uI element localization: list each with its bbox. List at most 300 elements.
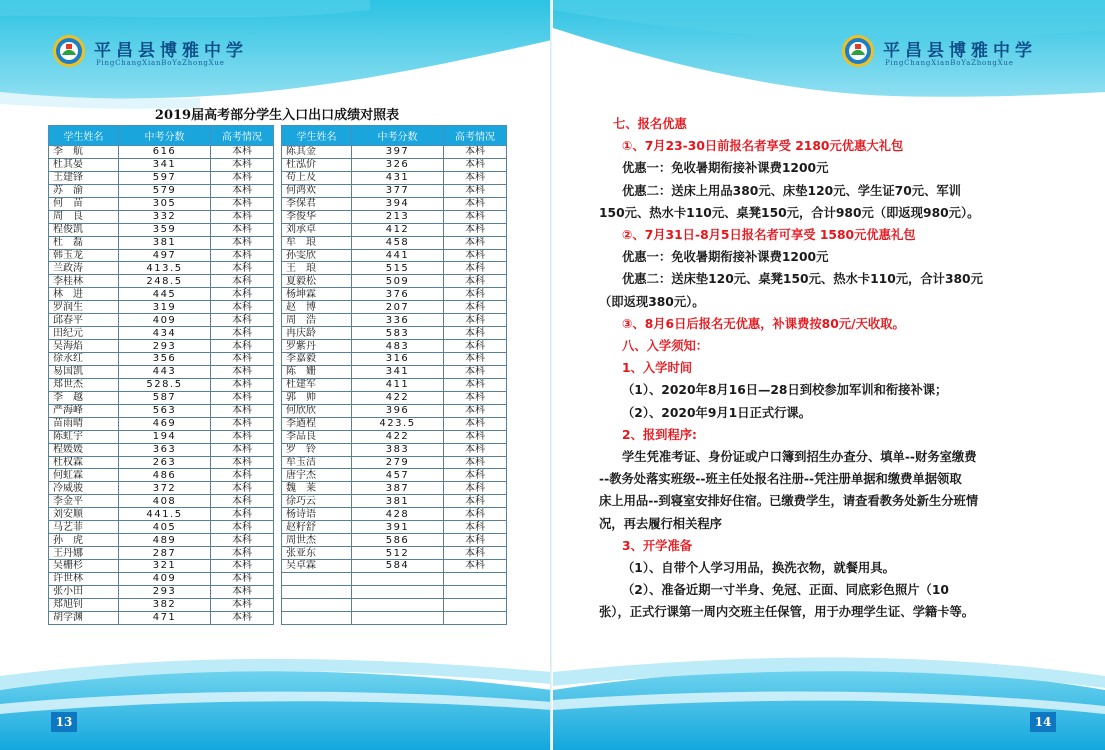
student-name-cell: 赵 博 — [282, 301, 352, 314]
table-row — [282, 340, 507, 353]
notice-text: 优惠二：送床垫120元、桌凳150元、热水卡110元，合计380元 — [622, 272, 983, 287]
gaokao-result-cell: 本科 — [444, 469, 507, 482]
midterm-score-cell: 443 — [119, 365, 211, 378]
right-page — [553, 0, 1105, 750]
table-row — [49, 611, 274, 624]
student-name-cell: 王建锋 — [49, 171, 119, 184]
school-logo-icon — [52, 34, 86, 68]
midterm-score-cell: 409 — [119, 314, 211, 327]
table-row — [282, 197, 507, 210]
table-row — [49, 404, 274, 417]
school-logo-icon — [841, 34, 875, 68]
midterm-score-cell: 376 — [352, 288, 444, 301]
table-row — [282, 249, 507, 262]
notice-text: （2）、准备近期一寸半身、免冠、正面、同底彩色照片（10 — [622, 583, 949, 598]
midterm-score-cell: 321 — [119, 560, 211, 573]
table-row — [49, 456, 274, 469]
gaokao-result-cell: 本科 — [444, 365, 507, 378]
gaokao-result-cell: 本科 — [211, 301, 274, 314]
midterm-score-cell: 412 — [352, 223, 444, 236]
student-name-cell: 李金平 — [49, 495, 119, 508]
gaokao-result-cell: 本科 — [211, 146, 274, 159]
midterm-score-cell: 341 — [119, 158, 211, 171]
gaokao-result-cell: 本科 — [444, 547, 507, 560]
midterm-score-cell: 381 — [119, 236, 211, 249]
gaokao-result-cell: 本科 — [211, 560, 274, 573]
table-row — [282, 288, 507, 301]
student-name-cell: 孙雯欣 — [282, 249, 352, 262]
gaokao-result-cell: 本科 — [444, 197, 507, 210]
midterm-score-cell: 586 — [352, 534, 444, 547]
notice-heading: 八、入学须知： — [622, 339, 709, 353]
gaokao-result-cell: 本科 — [211, 534, 274, 547]
student-name-cell: 何欣欣 — [282, 404, 352, 417]
gaokao-result-cell: 本科 — [444, 146, 507, 159]
table-header-row — [49, 126, 274, 146]
table-row — [282, 430, 507, 443]
student-name-cell: 杜建军 — [282, 378, 352, 391]
table-row — [49, 275, 274, 288]
midterm-score-cell: 434 — [119, 327, 211, 340]
gaokao-result-cell: 本科 — [211, 184, 274, 197]
table-row — [49, 417, 274, 430]
table-row — [282, 495, 507, 508]
table-row — [49, 249, 274, 262]
student-name-cell: 马艺菲 — [49, 521, 119, 534]
midterm-score-cell: 383 — [352, 443, 444, 456]
table-row — [49, 391, 274, 404]
notice-text: 优惠二：送床上用品380元、床垫120元、学生证70元、军训 — [622, 183, 961, 198]
table-row — [282, 404, 507, 417]
table-row — [282, 560, 507, 573]
student-name-cell: 邱春平 — [49, 314, 119, 327]
student-name-cell: 王 琅 — [282, 262, 352, 275]
midterm-score-cell: 431 — [352, 171, 444, 184]
gaokao-result-cell: 本科 — [444, 391, 507, 404]
table-row — [282, 469, 507, 482]
midterm-score-cell: 397 — [352, 146, 444, 159]
midterm-score-cell: 319 — [119, 301, 211, 314]
table-row — [282, 521, 507, 534]
gaokao-result-cell: 本科 — [444, 340, 507, 353]
table-row — [282, 146, 507, 159]
midterm-score-cell: 441 — [352, 249, 444, 262]
student-name-cell: 何 苗 — [49, 197, 119, 210]
student-name-cell: 何鸿欢 — [282, 184, 352, 197]
student-name-cell: 杨诗语 — [282, 508, 352, 521]
midterm-score-cell: 483 — [352, 340, 444, 353]
student-name-cell: 杜 磊 — [49, 236, 119, 249]
table-row — [49, 560, 274, 573]
midterm-score-cell: 363 — [119, 443, 211, 456]
table-row — [49, 210, 274, 223]
table-row — [282, 378, 507, 391]
table-row — [282, 456, 507, 469]
midterm-score-cell: 356 — [119, 353, 211, 366]
midterm-score-cell: 381 — [352, 495, 444, 508]
midterm-score-cell: 409 — [119, 572, 211, 585]
table-row — [49, 572, 274, 585]
table-row — [282, 547, 507, 560]
student-name-cell: 李 航 — [49, 146, 119, 159]
midterm-score-cell: 207 — [352, 301, 444, 314]
student-name-cell: 杜泓价 — [282, 158, 352, 171]
score-table-right — [281, 125, 507, 625]
gaokao-result-cell: 本科 — [211, 404, 274, 417]
student-name-cell: 刘安顺 — [49, 508, 119, 521]
notice-text: （即返现380元）。 — [599, 294, 705, 309]
midterm-score-cell: 528.5 — [119, 378, 211, 391]
student-name-cell: 杜其晏 — [49, 158, 119, 171]
notice-text: 优惠一：免收暑期衔接补课费1200元 — [622, 250, 829, 265]
midterm-score-cell: 326 — [352, 158, 444, 171]
gaokao-result-cell: 本科 — [444, 223, 507, 236]
table-row — [49, 585, 274, 598]
student-name-cell: 陈 姗 — [282, 365, 352, 378]
gaokao-result-cell: 本科 — [444, 417, 507, 430]
midterm-score-cell: 597 — [119, 171, 211, 184]
table-row — [282, 327, 507, 340]
gaokao-result-cell: 本科 — [211, 456, 274, 469]
table-row — [49, 288, 274, 301]
student-name-cell: 胡学渊 — [49, 611, 119, 624]
notice-heading: ③、8月6日后报名无优惠，补课费按80元/天收取。 — [622, 316, 905, 331]
table-row — [282, 236, 507, 249]
student-name-cell: 李品良 — [282, 430, 352, 443]
table-row — [49, 327, 274, 340]
gaokao-result-cell: 本科 — [444, 262, 507, 275]
gaokao-result-cell: 本科 — [444, 158, 507, 171]
table-row — [282, 572, 507, 585]
school-pinyin: PingChangXianBoYaZhongXue — [96, 59, 225, 67]
gaokao-result-cell: 本科 — [211, 443, 274, 456]
midterm-score-cell: 497 — [119, 249, 211, 262]
student-name-cell: 苏 渝 — [49, 184, 119, 197]
table-row — [282, 598, 507, 611]
student-name-cell: 罗润生 — [49, 301, 119, 314]
student-name-cell: 李遒程 — [282, 417, 352, 430]
gaokao-result-cell: 本科 — [444, 301, 507, 314]
table-row — [49, 598, 274, 611]
table-title: 2019届高考部分学生入口出口成绩对照表 — [154, 108, 400, 123]
column-header-name: 学生姓名 — [282, 126, 352, 146]
student-name-cell: 陈其金 — [282, 146, 352, 159]
student-name-cell — [282, 611, 352, 624]
notice-text: 学生凭准考证、身份证或户口簿到招生办查分、填单--财务室缴费 — [622, 450, 977, 464]
gaokao-result-cell: 本科 — [211, 158, 274, 171]
gaokao-result-cell: 本科 — [211, 547, 274, 560]
school-name: 平昌县博雅中学 — [94, 41, 248, 61]
student-name-cell — [282, 585, 352, 598]
student-name-cell: 杨坤霖 — [282, 288, 352, 301]
gaokao-result-cell — [444, 611, 507, 624]
midterm-score-cell — [352, 611, 444, 624]
table-row — [282, 611, 507, 624]
table-body — [49, 146, 274, 625]
student-name-cell: 徐巧云 — [282, 495, 352, 508]
table-row — [282, 391, 507, 404]
midterm-score-cell: 293 — [119, 585, 211, 598]
notice-heading: 七、报名优惠 — [613, 117, 687, 131]
gaokao-result-cell: 本科 — [211, 495, 274, 508]
student-name-cell: 周世杰 — [282, 534, 352, 547]
student-name-cell: 程俊凯 — [49, 223, 119, 236]
gaokao-result-cell: 本科 — [211, 482, 274, 495]
gaokao-result-cell: 本科 — [444, 521, 507, 534]
table-row — [49, 482, 274, 495]
student-name-cell: 刘承卓 — [282, 223, 352, 236]
gaokao-result-cell: 本科 — [444, 430, 507, 443]
gaokao-result-cell: 本科 — [444, 210, 507, 223]
table-row — [49, 430, 274, 443]
student-name-cell: 李俊华 — [282, 210, 352, 223]
table-row — [49, 534, 274, 547]
notice-text: 况，再去履行相关程序 — [599, 516, 722, 531]
table-row — [49, 262, 274, 275]
table-row — [49, 158, 274, 171]
student-name-cell: 严海峰 — [49, 404, 119, 417]
notice-text: 床上用品--到寝室安排好住宿。已缴费学生，请查看教务处新生分班情 — [599, 494, 979, 509]
table-row — [282, 171, 507, 184]
midterm-score-cell: 616 — [119, 146, 211, 159]
midterm-score-cell: 587 — [119, 391, 211, 404]
midterm-score-cell: 515 — [352, 262, 444, 275]
student-name-cell: 郭 帅 — [282, 391, 352, 404]
table-body — [282, 146, 507, 625]
table-row — [282, 184, 507, 197]
gaokao-result-cell: 本科 — [444, 443, 507, 456]
midterm-score-cell: 584 — [352, 560, 444, 573]
student-name-cell — [282, 572, 352, 585]
gaokao-result-cell: 本科 — [444, 327, 507, 340]
midterm-score-cell: 422 — [352, 391, 444, 404]
table-row — [49, 353, 274, 366]
gaokao-result-cell: 本科 — [444, 508, 507, 521]
gaokao-result-cell: 本科 — [444, 560, 507, 573]
gaokao-result-cell: 本科 — [211, 249, 274, 262]
midterm-score-cell: 563 — [119, 404, 211, 417]
table-row — [282, 417, 507, 430]
table-row — [282, 301, 507, 314]
student-name-cell: 杜权霖 — [49, 456, 119, 469]
gaokao-result-cell: 本科 — [444, 495, 507, 508]
table-row — [282, 275, 507, 288]
midterm-score-cell: 293 — [119, 340, 211, 353]
gaokao-result-cell: 本科 — [444, 404, 507, 417]
gaokao-result-cell: 本科 — [444, 482, 507, 495]
midterm-score-cell: 394 — [352, 197, 444, 210]
table-row — [282, 443, 507, 456]
student-name-cell: 冉庆龄 — [282, 327, 352, 340]
midterm-score-cell: 486 — [119, 469, 211, 482]
student-name-cell: 苟上及 — [282, 171, 352, 184]
midterm-score-cell: 332 — [119, 210, 211, 223]
student-name-cell — [282, 598, 352, 611]
notice-text: 150元、热水卡110元、桌凳150元，合计980元（即返现980元）。 — [599, 205, 980, 220]
midterm-score-cell: 279 — [352, 456, 444, 469]
table-row — [282, 210, 507, 223]
table-row — [282, 534, 507, 547]
midterm-score-cell: 422 — [352, 430, 444, 443]
gaokao-result-cell: 本科 — [444, 534, 507, 547]
student-name-cell: 郑世杰 — [49, 378, 119, 391]
gaokao-result-cell: 本科 — [444, 275, 507, 288]
table-row — [49, 171, 274, 184]
table-row — [49, 508, 274, 521]
student-name-cell: 李 越 — [49, 391, 119, 404]
midterm-score-cell: 213 — [352, 210, 444, 223]
student-name-cell: 许世林 — [49, 572, 119, 585]
student-name-cell: 兰政涛 — [49, 262, 119, 275]
gaokao-result-cell: 本科 — [211, 288, 274, 301]
midterm-score-cell: 287 — [119, 547, 211, 560]
midterm-score-cell: 423.5 — [352, 417, 444, 430]
student-name-cell: 牟玉洁 — [282, 456, 352, 469]
gaokao-result-cell: 本科 — [444, 171, 507, 184]
midterm-score-cell: 458 — [352, 236, 444, 249]
student-name-cell: 赵籽舒 — [282, 521, 352, 534]
midterm-score-cell: 372 — [119, 482, 211, 495]
midterm-score-cell: 305 — [119, 197, 211, 210]
gaokao-result-cell: 本科 — [444, 353, 507, 366]
student-name-cell: 李嘉毅 — [282, 353, 352, 366]
column-header-gaokao-result: 高考情况 — [444, 126, 507, 146]
table-row — [49, 378, 274, 391]
midterm-score-cell — [352, 572, 444, 585]
student-name-cell: 孙 虎 — [49, 534, 119, 547]
gaokao-result-cell: 本科 — [211, 391, 274, 404]
midterm-score-cell: 411 — [352, 378, 444, 391]
gaokao-result-cell: 本科 — [444, 249, 507, 262]
table-row — [49, 184, 274, 197]
column-header-gaokao-result: 高考情况 — [211, 126, 274, 146]
table-row — [282, 353, 507, 366]
table-row — [49, 314, 274, 327]
left-page — [0, 0, 552, 750]
student-name-cell: 田纪元 — [49, 327, 119, 340]
student-name-cell: 吴卓霖 — [282, 560, 352, 573]
gaokao-result-cell: 本科 — [211, 275, 274, 288]
column-header-midterm-score: 中考分数 — [352, 126, 444, 146]
table-row — [49, 547, 274, 560]
midterm-score-cell: 457 — [352, 469, 444, 482]
school-pinyin: PingChangXianBoYaZhongXue — [885, 59, 1014, 67]
score-table-left — [48, 125, 274, 625]
student-name-cell: 张小田 — [49, 585, 119, 598]
notice-heading: ②、7月31日-8月5日报名者可享受 1580元优惠礼包 — [622, 228, 916, 242]
student-name-cell: 张亚东 — [282, 547, 352, 560]
notice-text: （2）、2020年9月1日正式行课。 — [622, 405, 812, 420]
student-name-cell: 何虹霖 — [49, 469, 119, 482]
student-name-cell: 魏 莱 — [282, 482, 352, 495]
gaokao-result-cell: 本科 — [211, 417, 274, 430]
student-name-cell: 韩玉龙 — [49, 249, 119, 262]
table-row — [49, 365, 274, 378]
midterm-score-cell: 336 — [352, 314, 444, 327]
midterm-score-cell: 509 — [352, 275, 444, 288]
gaokao-result-cell: 本科 — [211, 521, 274, 534]
gaokao-result-cell: 本科 — [211, 353, 274, 366]
student-name-cell: 周 良 — [49, 210, 119, 223]
table-row — [49, 301, 274, 314]
midterm-score-cell: 489 — [119, 534, 211, 547]
midterm-score-cell: 469 — [119, 417, 211, 430]
student-name-cell: 林 进 — [49, 288, 119, 301]
table-row — [49, 495, 274, 508]
gaokao-result-cell: 本科 — [211, 327, 274, 340]
gaokao-result-cell: 本科 — [211, 508, 274, 521]
student-name-cell: 苗雨晴 — [49, 417, 119, 430]
midterm-score-cell: 445 — [119, 288, 211, 301]
column-header-midterm-score: 中考分数 — [119, 126, 211, 146]
midterm-score-cell: 263 — [119, 456, 211, 469]
gaokao-result-cell — [444, 572, 507, 585]
table-row — [282, 365, 507, 378]
midterm-score-cell: 387 — [352, 482, 444, 495]
midterm-score-cell: 248.5 — [119, 275, 211, 288]
midterm-score-cell: 377 — [352, 184, 444, 197]
gaokao-result-cell — [444, 585, 507, 598]
student-name-cell: 牟 琅 — [282, 236, 352, 249]
midterm-score-cell: 382 — [119, 598, 211, 611]
midterm-score-cell: 583 — [352, 327, 444, 340]
student-name-cell: 郑旭钊 — [49, 598, 119, 611]
table-row — [49, 340, 274, 353]
table-row — [282, 482, 507, 495]
table-row — [49, 469, 274, 482]
table-row — [49, 521, 274, 534]
table-row — [49, 443, 274, 456]
gaokao-result-cell: 本科 — [211, 223, 274, 236]
midterm-score-cell — [352, 598, 444, 611]
gaokao-result-cell: 本科 — [211, 262, 274, 275]
notice-text: 张），正式行课第一周内交班主任保管，用于办理学生证、学籍卡等。 — [599, 605, 975, 620]
gaokao-result-cell: 本科 — [444, 456, 507, 469]
notice-heading: 1、入学时间 — [622, 361, 693, 376]
table-row — [282, 508, 507, 521]
midterm-score-cell: 441.5 — [119, 508, 211, 521]
table-row — [49, 146, 274, 159]
gaokao-result-cell: 本科 — [211, 611, 274, 624]
student-name-cell: 罗紫丹 — [282, 340, 352, 353]
midterm-score-cell: 359 — [119, 223, 211, 236]
table-row — [282, 158, 507, 171]
student-name-cell: 罗 铃 — [282, 443, 352, 456]
gaokao-result-cell: 本科 — [211, 340, 274, 353]
notice-heading: 3、开学准备 — [622, 538, 693, 553]
midterm-score-cell — [352, 585, 444, 598]
table-row — [49, 236, 274, 249]
notice-heading: 2、报到程序: — [622, 427, 697, 442]
gaokao-result-cell: 本科 — [444, 378, 507, 391]
gaokao-result-cell: 本科 — [211, 572, 274, 585]
table-row — [49, 197, 274, 210]
midterm-score-cell: 471 — [119, 611, 211, 624]
notice-text: 优惠一：免收暑期衔接补课费1200元 — [622, 161, 829, 176]
student-name-cell: 陈虹宇 — [49, 430, 119, 443]
gaokao-result-cell: 本科 — [211, 598, 274, 611]
student-name-cell: 吴海焰 — [49, 340, 119, 353]
gaokao-result-cell: 本科 — [211, 210, 274, 223]
student-name-cell: 王丹娜 — [49, 547, 119, 560]
gaokao-result-cell: 本科 — [444, 184, 507, 197]
midterm-score-cell: 413.5 — [119, 262, 211, 275]
table-row — [282, 223, 507, 236]
gaokao-result-cell: 本科 — [211, 430, 274, 443]
gaokao-result-cell: 本科 — [211, 314, 274, 327]
student-name-cell: 冷威骏 — [49, 482, 119, 495]
midterm-score-cell: 512 — [352, 547, 444, 560]
